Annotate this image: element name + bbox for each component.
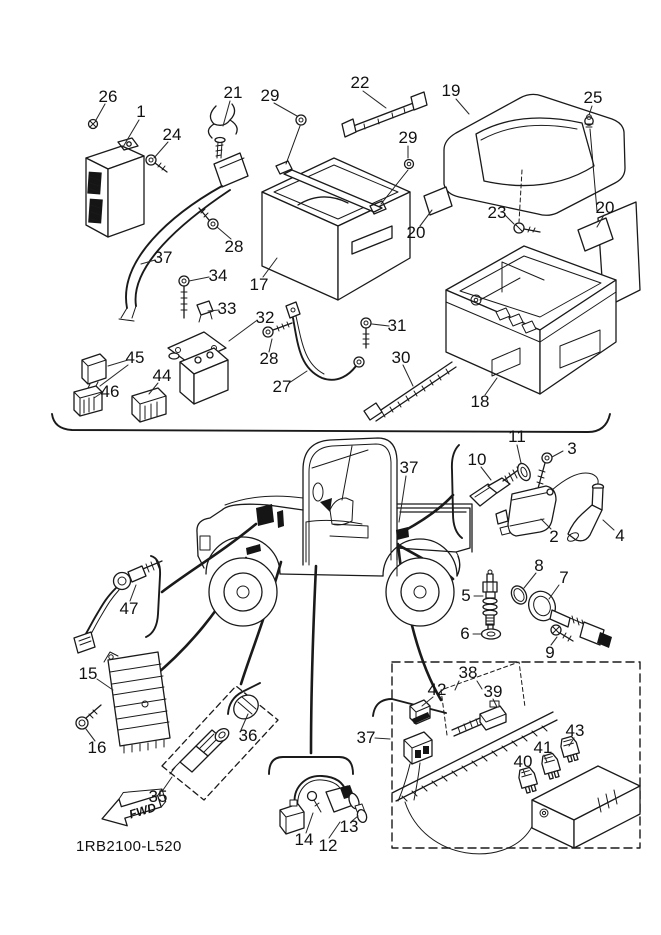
callout-28: 28 [224, 237, 244, 256]
callout-34: 34 [208, 266, 228, 285]
fwd-label: FWD [127, 800, 158, 822]
callout-32: 32 [255, 308, 275, 327]
callout-30: 30 [391, 348, 411, 367]
callout-6: 6 [460, 624, 470, 643]
callout-1: 1 [136, 102, 146, 121]
callout-36: 36 [238, 726, 258, 745]
callout-39: 39 [483, 682, 503, 701]
callout-4: 4 [615, 526, 625, 545]
pad-20-left [424, 187, 452, 215]
bolt-34 [179, 276, 189, 318]
callout-29: 29 [398, 128, 418, 147]
spark-plug-5 [483, 570, 497, 630]
callout-5: 5 [461, 586, 471, 605]
callout-25: 25 [583, 88, 603, 107]
callout-37: 37 [356, 728, 376, 747]
battery-tray-18 [446, 246, 616, 394]
bolt-16 [76, 705, 101, 729]
rectifier-15 [104, 652, 170, 753]
callout-20: 20 [595, 198, 615, 217]
callout-3: 3 [567, 439, 577, 458]
vehicle-illustration [197, 438, 472, 626]
callout-20: 20 [406, 223, 426, 242]
callout-37: 37 [153, 248, 173, 267]
callout-27: 27 [272, 377, 292, 396]
callout-37: 37 [399, 458, 419, 477]
callout-47: 47 [119, 599, 139, 618]
callout-23: 23 [487, 203, 507, 222]
callout-43: 43 [565, 721, 585, 740]
callout-24: 24 [162, 125, 182, 144]
bolt-26 [89, 120, 98, 129]
callout-40: 40 [513, 752, 533, 771]
callout-35: 35 [148, 787, 168, 806]
callout-16: 16 [87, 738, 107, 757]
sensor-7 [524, 587, 612, 648]
callout-13: 13 [339, 817, 359, 836]
washer-6 [482, 629, 501, 639]
ecu-unit [86, 138, 144, 237]
callout-46: 46 [100, 382, 120, 401]
cable-tie-30 [364, 362, 456, 421]
relay-assy-32 [168, 332, 228, 404]
callout-31: 31 [387, 316, 407, 335]
cable-27 [286, 302, 364, 380]
plug-cap-4 [566, 484, 603, 543]
callout-33: 33 [217, 299, 237, 318]
speed-sensor-47 [74, 560, 162, 653]
callout-28: 28 [259, 349, 279, 368]
callout-19: 19 [441, 81, 461, 100]
grommet-boot [214, 153, 248, 187]
callout-2: 2 [549, 527, 559, 546]
sensor-box-35 [162, 686, 278, 800]
relay-44 [132, 388, 166, 422]
screw-9 [551, 625, 573, 641]
callout-22: 22 [350, 73, 370, 92]
callout-12: 12 [318, 836, 338, 855]
clamp-21 [208, 104, 237, 158]
callout-9: 9 [545, 643, 555, 662]
fuse-33 [197, 301, 213, 322]
callout-29: 29 [260, 86, 280, 105]
callout-42: 42 [427, 680, 447, 699]
o-ring-8 [508, 583, 529, 606]
callout-8: 8 [534, 556, 544, 575]
callout-38: 38 [458, 663, 478, 682]
callout-44: 44 [152, 366, 172, 385]
callout-14: 14 [294, 830, 314, 849]
callout-45: 45 [125, 348, 145, 367]
callout-41: 41 [533, 738, 553, 757]
callout-10: 10 [467, 450, 487, 469]
battery [262, 158, 410, 300]
bolt-29-left [286, 115, 306, 164]
callout-26: 26 [98, 87, 118, 106]
screw-23 [514, 223, 540, 233]
diagram-code: 1RB2100-L520 [76, 838, 182, 855]
callout-7: 7 [559, 568, 569, 587]
washer-11 [515, 462, 532, 483]
callout-17: 17 [249, 275, 269, 294]
callout-18: 18 [470, 392, 490, 411]
bolt-31 [361, 318, 371, 348]
callout-21: 21 [223, 83, 243, 102]
callout-11: 11 [508, 427, 526, 446]
bolt-24 [146, 155, 167, 172]
callout-15: 15 [78, 664, 98, 683]
